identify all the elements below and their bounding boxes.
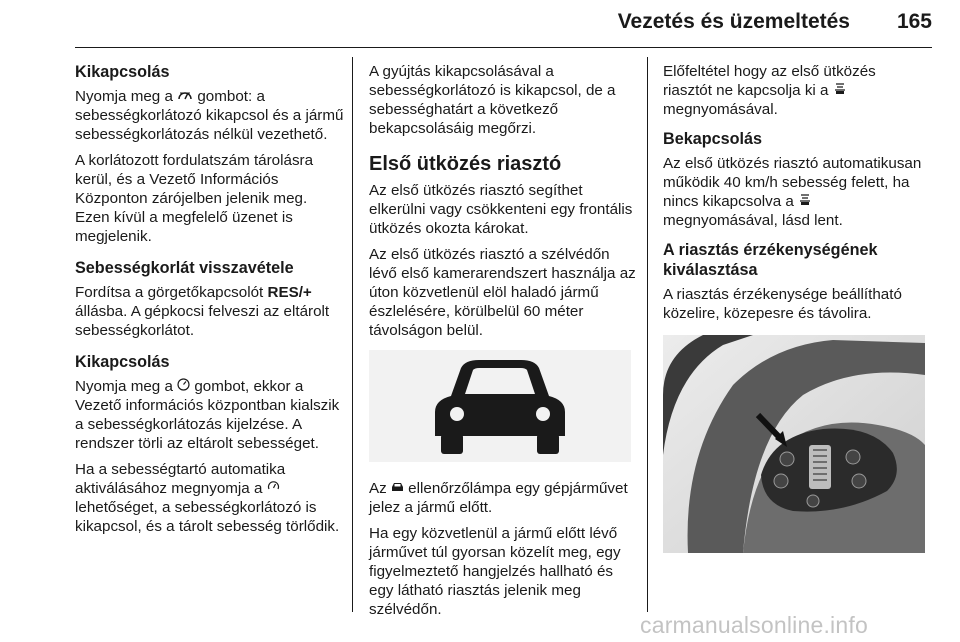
column-2 (369, 62, 637, 626)
paragraph: Ha egy közvetlenül a jármű előtt lévő járművet túl gyorsan közelít meg, egy figyelmeztető hangjelzés hallható és egy látható riasztás jelenik meg szélvédőn. (369, 525, 621, 618)
section-heading-bekapcsolas: Bekapcsolás (663, 130, 762, 148)
car-front-icon (391, 481, 404, 495)
text: állásba. A gépkocsi felveszi az eltárolt sebességkorlátot. (75, 303, 330, 339)
paragraph: Az első ütközés riasztó a szélvédőn lévő első kamerarendszert használja az úton közvetlenül elöl haladó jármű észlelésére, körülbelül 60 méter távolságon belül. (369, 246, 636, 339)
paragraph: A riasztás érzékenysége beállítható közelire, közepesre és távolira. (663, 286, 902, 322)
column-1 (75, 62, 345, 543)
cruise-control-icon (267, 480, 280, 495)
section-heading-collision-alert: Első ütközés riasztó (369, 153, 562, 175)
text: gombot, ekkor a Vezető információs központban kialszik a sebességkorlátozás kijelzése. A rendszer törli az eltárolt sebességet. (75, 378, 340, 452)
text: Fordítsa a görgetőkapcsolót (75, 284, 268, 301)
car-front-indicator-figure (369, 350, 637, 467)
column-3 (663, 62, 928, 570)
text: Nyomja meg a (75, 88, 178, 105)
text: megnyomásával, lásd lent. (663, 212, 843, 229)
column-divider-2 (647, 57, 648, 612)
speedometer-icon (177, 378, 190, 393)
paragraph: Az első ütközés riasztó segíthet elkerülni vagy csökkenteni egy frontális ütközés okozta károkat. (369, 182, 633, 237)
section-heading-kikapcsolas: Kikapcsolás (75, 63, 170, 81)
text: Az (369, 480, 391, 497)
text: lehetőséget, a sebességkorlátozó is kikapcsol, és a tárolt sebesség törlődik. (75, 499, 340, 535)
column-divider-1 (352, 57, 353, 612)
paragraph (75, 460, 345, 536)
text: ellenőrzőlámpa egy gépjárművet jelez a jármű előtt. (369, 480, 628, 516)
header-rule (75, 47, 932, 48)
paragraph: A korlátozott fordulatszám tárolásra kerül, és a Vezető Információs Központon zárójelben jelenik meg. Ezen kívül a megfelelő üzenet is megjelenik. (75, 152, 314, 245)
res-label: RES/+ (267, 284, 312, 301)
text: Nyomja meg a (75, 378, 178, 395)
paragraph (75, 87, 345, 144)
text: Az első ütközés riasztó automatikusan működik 40 km/h sebesség felett, ha nincs kikapcsolva a (663, 155, 922, 210)
paragraph (75, 377, 345, 453)
running-header-title: Vezetés és üzemeltetés (617, 10, 850, 33)
text: Ha a sebességtartó automatika aktiválásához megnyomja a (75, 461, 286, 497)
text: megnyomásával. (663, 101, 778, 118)
collision-alert-icon (833, 83, 847, 97)
page-number: 165 (896, 10, 932, 33)
watermark: carmanualsonline.info (640, 612, 868, 638)
paragraph (369, 479, 637, 517)
collision-alert-icon (798, 194, 812, 208)
text: gombot: a sebességkorlátozó kikapcsol és a jármű sebességkorlátozás nélkül vezethető. (75, 88, 344, 143)
paragraph: A gyújtás kikapcsolásával a sebességkorlátozó is kikapcsol, de a sebességhatárt a következő bekapcsolásáig megőrzi. (369, 63, 616, 137)
paragraph (663, 154, 928, 230)
steering-wheel-photo (663, 335, 928, 558)
speed-limiter-icon (177, 89, 193, 103)
section-heading-restore: Sebességkorlát visszavétele (75, 259, 294, 277)
paragraph (75, 283, 345, 340)
section-heading-sensitivity: A riasztás érzékenységének kiválasztása (663, 241, 878, 279)
section-heading-kikapcsolas-2: Kikapcsolás (75, 353, 170, 371)
paragraph (663, 62, 928, 119)
text: Előfeltétel hogy az első ütközés riasztót ne kapcsolja ki a (663, 63, 876, 99)
